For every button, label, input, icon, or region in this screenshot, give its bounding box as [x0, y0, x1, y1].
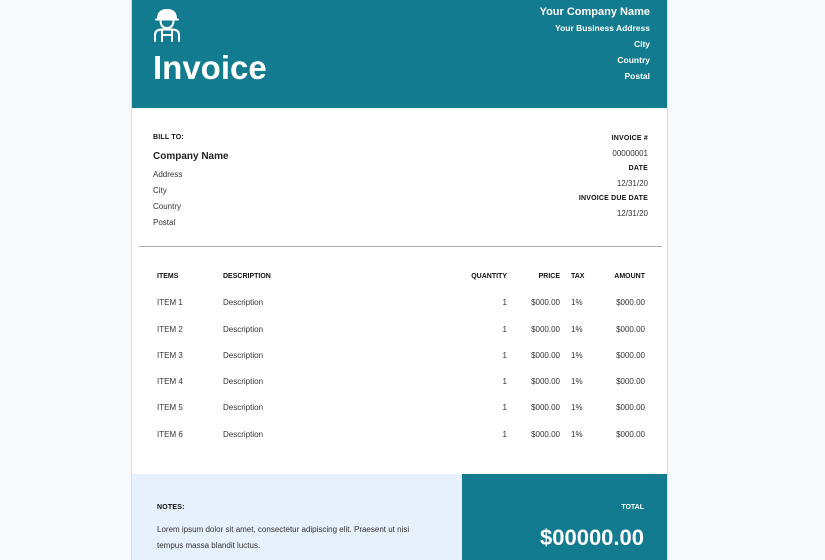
cell-amount: $000.00 — [616, 377, 645, 387]
cell-quantity: 1 — [502, 377, 507, 387]
cell-tax: 1% — [571, 324, 583, 334]
col-header-tax: TAX — [571, 273, 585, 280]
table-row — [153, 428, 648, 454]
bill-to-address: Address — [153, 170, 183, 179]
cell-item: ITEM 3 — [157, 350, 183, 360]
cell-item: ITEM 5 — [157, 403, 183, 413]
cell-price: $000.00 — [531, 324, 560, 334]
cell-price: $000.00 — [531, 298, 560, 308]
cell-amount: $000.00 — [616, 403, 645, 413]
table-row — [153, 323, 648, 349]
items-table — [153, 270, 648, 454]
cell-quantity: 1 — [502, 324, 507, 334]
company-country: Country — [617, 55, 650, 65]
company-name: Your Company Name — [539, 6, 650, 18]
invoice-date: 12/31/20 — [616, 179, 648, 188]
invoice-number: 00000001 — [612, 149, 648, 158]
notes-block — [132, 474, 462, 560]
cell-price: $000.00 — [531, 403, 560, 413]
invoice-page — [131, 0, 668, 560]
total-block — [462, 474, 668, 560]
invoice-title: Invoice — [153, 49, 267, 86]
cell-description: Description — [223, 350, 264, 360]
company-postal: Postal — [624, 71, 650, 81]
col-header-amount: AMOUNT — [614, 273, 645, 280]
total-label: TOTAL — [621, 504, 644, 511]
cell-price: $000.00 — [531, 377, 560, 387]
cell-tax: 1% — [571, 377, 583, 387]
invoice-date-label: DATE — [628, 165, 648, 172]
cell-amount: $000.00 — [616, 298, 645, 308]
company-address: Your Business Address — [555, 23, 650, 33]
bill-to-country: Country — [153, 202, 182, 211]
cell-description: Description — [223, 324, 264, 334]
notes-text: Lorem ipsum dolor sit amet, consectetur adipiscing elit. Praesent ut nisi tempus massa blandit luctus. — [157, 525, 410, 550]
cell-amount: $000.00 — [616, 324, 645, 334]
invoice-info-block — [579, 132, 648, 222]
cell-item: ITEM 4 — [157, 377, 183, 387]
cell-tax: 1% — [571, 298, 583, 308]
col-header-quantity: QUANTITY — [471, 273, 507, 280]
company-city: City — [633, 39, 650, 49]
col-header-description: DESCRIPTION — [223, 273, 271, 280]
cell-tax: 1% — [571, 403, 583, 413]
invoice-due-date: 12/31/20 — [616, 209, 648, 218]
cell-item: ITEM 2 — [157, 324, 183, 334]
cell-price: $000.00 — [531, 350, 560, 360]
cell-quantity: 1 — [502, 403, 507, 413]
cell-item: ITEM 6 — [157, 429, 183, 439]
bill-to-label: BILL TO: — [153, 134, 184, 141]
section-divider — [139, 246, 662, 247]
cell-description: Description — [223, 377, 264, 387]
invoice-header — [132, 0, 668, 108]
cell-quantity: 1 — [502, 298, 507, 308]
cell-description: Description — [223, 298, 264, 308]
notes-label: NOTES: — [157, 504, 185, 511]
worker-hardhat-icon — [153, 7, 181, 42]
company-info — [540, 4, 650, 84]
invoice-due-date-label: INVOICE DUE DATE — [578, 195, 648, 202]
table-row — [153, 296, 648, 322]
cell-quantity: 1 — [502, 429, 507, 439]
table-row — [153, 401, 648, 427]
cell-description: Description — [223, 429, 264, 439]
invoice-number-label: INVOICE # — [611, 135, 648, 142]
col-header-items: ITEMS — [157, 273, 179, 280]
cell-amount: $000.00 — [616, 429, 645, 439]
bill-to-city: City — [153, 186, 167, 195]
table-row — [153, 375, 648, 401]
cell-amount: $000.00 — [616, 350, 645, 360]
table-row — [153, 349, 648, 375]
cell-tax: 1% — [571, 429, 583, 439]
cell-price: $000.00 — [531, 429, 560, 439]
col-header-price: PRICE — [538, 273, 560, 280]
bill-to-block — [153, 132, 229, 231]
cell-tax: 1% — [571, 350, 583, 360]
cell-description: Description — [223, 403, 264, 413]
items-table-header — [153, 270, 648, 296]
total-value: $00000.00 — [540, 525, 644, 550]
cell-quantity: 1 — [502, 350, 507, 360]
bill-to-name: Company Name — [153, 151, 229, 162]
bill-to-postal: Postal — [153, 218, 176, 227]
cell-item: ITEM 1 — [157, 298, 183, 308]
